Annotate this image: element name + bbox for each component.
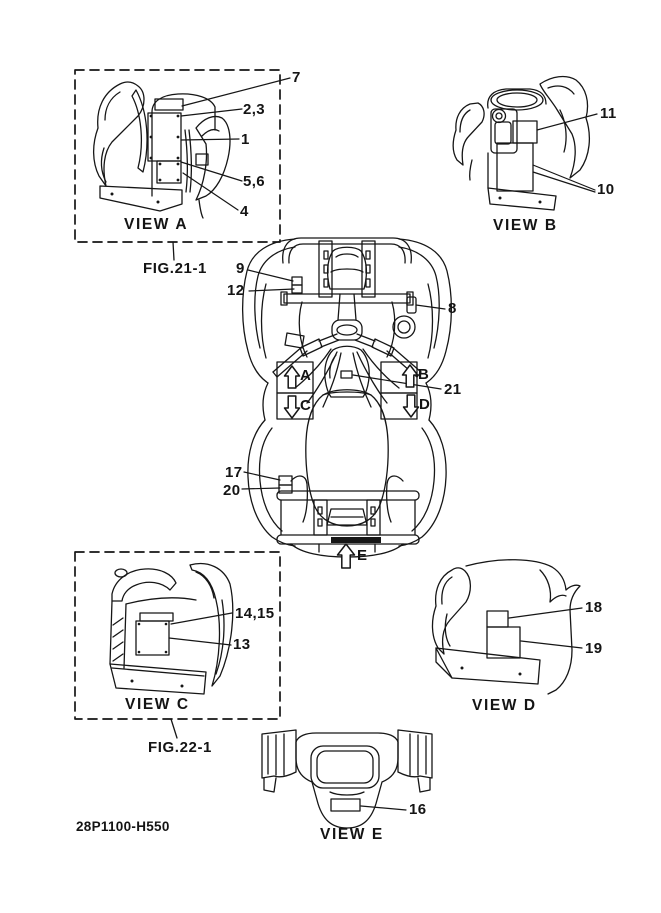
callout-5-6: 5,6 [243, 173, 266, 190]
callout-7: 7 [292, 69, 301, 86]
arrow-e-up-icon [338, 544, 355, 568]
view-b-label: VIEW B [493, 217, 558, 234]
view-a-label: VIEW A [124, 216, 189, 233]
direction-d-label: D [419, 396, 431, 413]
view-e-label: VIEW E [320, 826, 384, 843]
drawing-part-number: 28P1100-H550 [76, 819, 170, 834]
callout-17: 17 [225, 464, 243, 481]
callout-10: 10 [597, 181, 615, 198]
fig-21-1-label: FIG.21-1 [143, 260, 207, 277]
callout-9: 9 [236, 260, 245, 277]
callout-12: 12 [227, 282, 245, 299]
callout-11: 11 [600, 105, 617, 122]
callout-18: 18 [585, 599, 603, 616]
callout-21: 21 [444, 381, 462, 398]
direction-a-label: A [300, 367, 312, 384]
callout-16: 16 [409, 801, 427, 818]
direction-b-label: B [418, 366, 430, 383]
view-d-drawing [432, 560, 582, 694]
callout-19: 19 [585, 640, 603, 657]
view-d-label: VIEW D [472, 697, 537, 714]
view-b-drawing [453, 77, 597, 210]
direction-e-label: E [357, 547, 368, 564]
callout-8: 8 [448, 300, 457, 317]
view-c-label: VIEW C [125, 696, 190, 713]
arrow-c-down-icon [285, 396, 300, 418]
direction-c-label: C [300, 397, 312, 414]
fig-22-1-label: FIG.22-1 [148, 739, 212, 756]
callout-2-3: 2,3 [243, 101, 266, 118]
callout-13: 13 [233, 636, 251, 653]
callout-1: 1 [241, 131, 250, 148]
arrow-d-down-icon [404, 395, 419, 417]
view-e-drawing [262, 730, 432, 828]
callout-14-15: 14,15 [235, 605, 275, 622]
callout-4: 4 [240, 203, 249, 220]
callout-20: 20 [223, 482, 241, 499]
